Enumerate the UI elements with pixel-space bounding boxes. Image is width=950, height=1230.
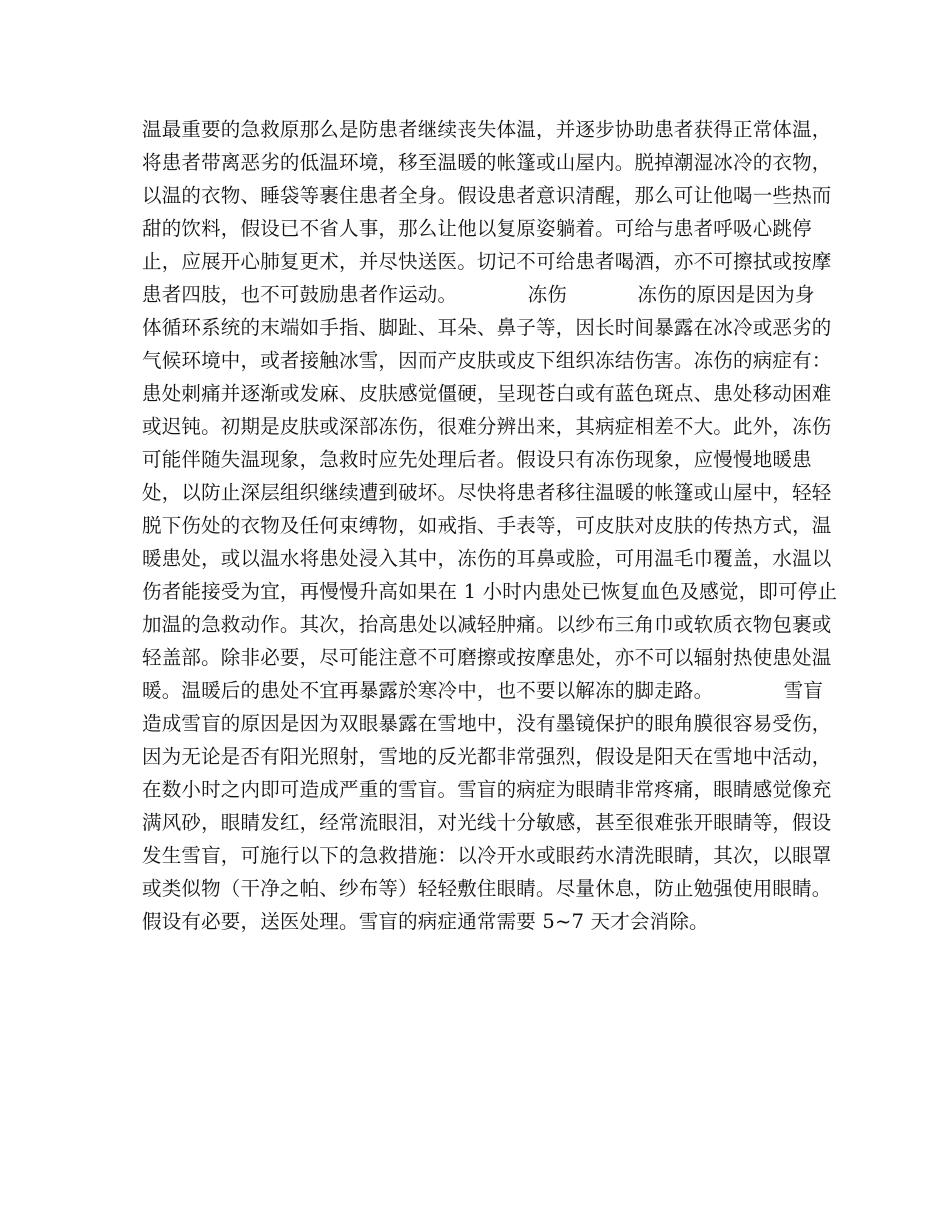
text-line: 止，应展开心肺复更术，并尽快送医。切记不可给患者喝酒，亦不可擦拭或按摩 bbox=[142, 250, 832, 273]
text-line: 气候环境中，或者接触冰雪，因而产皮肤或皮下组织冻结伤害。冻伤的病症有： bbox=[142, 349, 832, 372]
text-line: 以温的衣物、睡袋等裹住患者全身。假设患者意识清醒，那么可让他喝一些热而 bbox=[142, 184, 832, 207]
text-line: 加温的急救动作。其次，抬高患处以减轻肿痛。以纱布三角巾或软质衣物包裹或 bbox=[142, 613, 832, 636]
text-line: 或类似物（干净之帕、纱布等）轻轻敷住眼睛。尽量休息，防止勉强使用眼睛。 bbox=[142, 877, 832, 900]
text-line: 温最重要的急救原那么是防患者继续丧失体温，并逐步协助患者获得正常体温， bbox=[142, 118, 832, 141]
text-line: 伤者能接受为宜，再慢慢升高如果在 1 小时内患处已恢复血色及感觉，即可停止 bbox=[142, 580, 838, 603]
text-line: 处，以防止深层组织继续遭到破坏。尽快将患者移往温暖的帐篷或山屋中，轻轻 bbox=[142, 481, 832, 504]
text-line: 甜的饮料，假设已不省人事，那么让他以复原姿躺着。可给与患者呼吸心跳停 bbox=[142, 217, 812, 240]
text-line: 满风砂，眼睛发红，经常流眼泪，对光线十分敏感，甚至很难张开眼睛等，假设 bbox=[142, 811, 832, 834]
text-line: 患处刺痛并逐渐或发麻、皮肤感觉僵硬，呈现苍白或有蓝色斑点、患处移动困难 bbox=[142, 382, 832, 405]
text-line: 假设有必要，送医处理。雪盲的病症通常需要 5~7 天才会消除。 bbox=[142, 910, 709, 933]
text-line: 将患者带离恶劣的低温环境，移至温暖的帐篷或山屋内。脱掉潮湿冰冷的衣物， bbox=[142, 151, 832, 174]
text-line: 可能伴随失温现象，急救时应先处理后者。假设只有冻伤现象，应慢慢地暖患 bbox=[142, 448, 812, 471]
text-line: 发生雪盲，可施行以下的急救措施：以冷开水或眼药水清洗眼睛，其次，以眼罩 bbox=[142, 844, 832, 867]
text-line: 体循环系统的末端如手指、脚趾、耳朵、鼻子等，因长时间暴露在冰冷或恶劣的 bbox=[142, 316, 832, 339]
text-line: 脱下伤处的衣物及任何束缚物，如戒指、手表等，可皮肤对皮肤的传热方式，温 bbox=[142, 514, 832, 537]
text-line: 暖。温暖后的患处不宜再暴露於寒冷中，也不要以解冻的脚走路。 雪盲 bbox=[142, 679, 824, 702]
text-line: 在数小时之内即可造成严重的雪盲。雪盲的病症为眼睛非常疼痛，眼睛感觉像充 bbox=[142, 778, 832, 801]
text-line: 暖患处，或以温水将患处浸入其中，冻伤的耳鼻或脸，可用温毛巾覆盖，水温以 bbox=[142, 547, 832, 570]
text-line: 患者四肢，也不可鼓励患者作运动。 冻伤 冻伤的原因是因为身 bbox=[142, 283, 815, 306]
text-line: 因为无论是否有阳光照射，雪地的反光都非常强烈，假设是阳天在雪地中活动， bbox=[142, 745, 832, 768]
text-line: 或迟钝。初期是皮肤或深部冻伤，很难分辨出来，其病症相差不大。此外，冻伤 bbox=[142, 415, 832, 438]
text-line: 造成雪盲的原因是因为双眼暴露在雪地中，没有墨镜保护的眼角膜很容易受伤， bbox=[142, 712, 832, 735]
text-line: 轻盖部。除非必要，尽可能注意不可磨擦或按摩患处，亦不可以辐射热使患处温 bbox=[142, 646, 832, 669]
